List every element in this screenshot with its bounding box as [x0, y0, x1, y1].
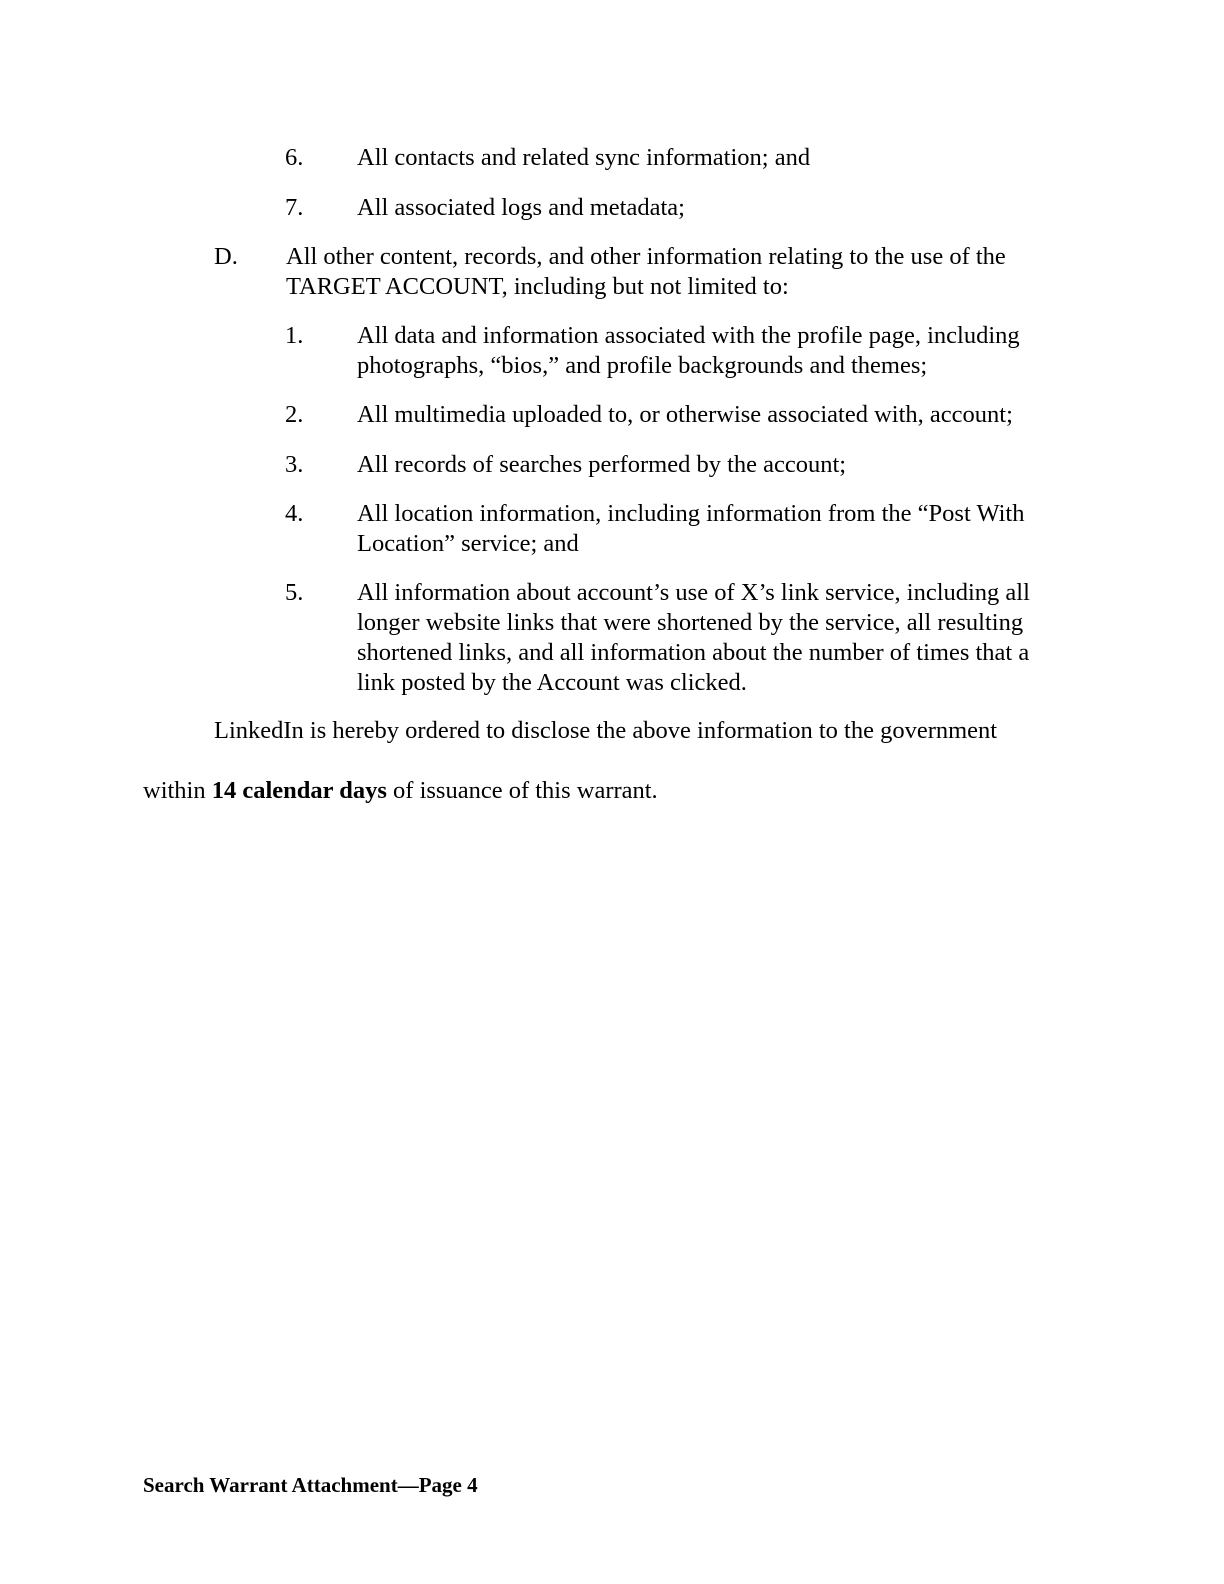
item-number: 7. — [285, 194, 304, 221]
section-letter: D. — [214, 243, 238, 270]
item-number: 3. — [285, 451, 304, 478]
item-number: 1. — [285, 322, 304, 349]
list-item: All records of searches performed by the account; — [357, 451, 847, 478]
section-text: All other content, records, and other information relating to the use of the TARGET ACCOUNT, including but not limited to: — [286, 243, 1006, 300]
item-number: 5. — [285, 579, 304, 606]
closing-line-2 — [143, 776, 1043, 806]
item-number: 4. — [285, 500, 304, 527]
list-item: All multimedia uploaded to, or otherwise associated with, account; — [357, 401, 1013, 428]
list-item: All contacts and related sync information; and — [357, 144, 811, 171]
list-item: All data and information associated with the profile page, including photographs, “bios,” and profile backgrounds and themes; — [357, 322, 1020, 379]
list-item: All associated logs and metadata; — [357, 194, 685, 221]
page-footer: Search Warrant Attachment—Page 4 — [143, 1473, 478, 1497]
closing-line: LinkedIn is hereby ordered to disclose the above information to the government — [214, 717, 998, 744]
text: within — [143, 777, 212, 804]
text: of issuance of this warrant. — [386, 777, 658, 804]
item-number: 2. — [285, 401, 304, 428]
list-item: All location information, including information from the “Post With Location” service; and — [357, 500, 1025, 557]
deadline: 14 calendar days — [211, 777, 387, 804]
item-number: 6. — [285, 144, 304, 171]
list-item: All information about account’s use of X’s link service, including all longer website links that were shortened by the service, all resulting shortened links, and all information about the number of times that a link posted by the Account was clicked. — [357, 579, 1030, 696]
